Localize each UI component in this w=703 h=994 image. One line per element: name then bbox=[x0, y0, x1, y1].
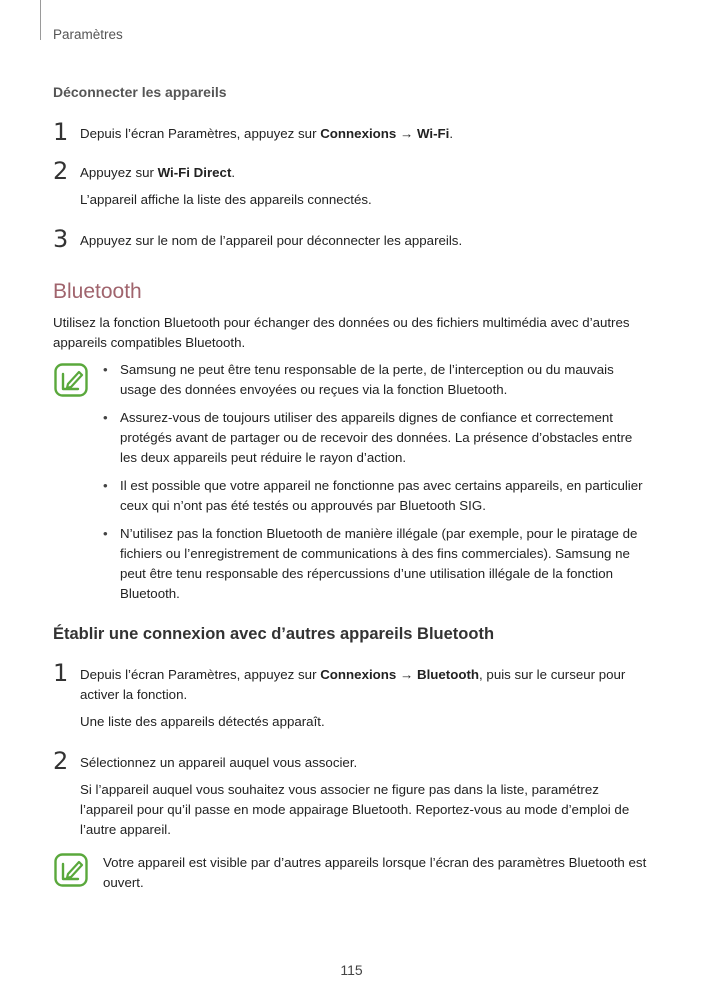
step-number: 1 bbox=[53, 659, 69, 687]
list-item: • Il est possible que votre appareil ne fonctionne pas avec certains appareils, en particulier ceux qui n’ont pas été testés ou approuvés par Bluetooth SIG. bbox=[103, 478, 643, 513]
step-text: Depuis l’écran Paramètres, appuyez sur Connexions → Bluetooth, puis sur le curseur pour activer la fonction. bbox=[80, 667, 626, 702]
bluetooth-intro: Utilisez la fonction Bluetooth pour échanger des données ou des fichiers multimédia avec d’autres appareils compatibles Bluetooth. bbox=[53, 315, 630, 350]
step-number: 2 bbox=[53, 747, 69, 775]
bullet: • bbox=[103, 410, 108, 425]
step-text: Sélectionnez un appareil auquel vous associer. bbox=[80, 755, 358, 770]
bullet: • bbox=[103, 526, 108, 541]
list-item: • Samsung ne peut être tenu responsable de la perte, de l’interception ou du mauvais usage des données envoyées ou reçues via la fonction Bluetooth. bbox=[103, 362, 614, 397]
list-item: • N’utilisez pas la fonction Bluetooth de manière illégale (par exemple, pour le piratage de fichiers ou l’enregistrement de communications à des fins commerciales). Samsung ne peut être tenu responsable des répercussions d’une utilisation illégale de la fonction Bluetooth. bbox=[103, 526, 638, 601]
step-number: 3 bbox=[53, 225, 69, 253]
step-text: Appuyez sur Wi-Fi Direct. bbox=[80, 165, 236, 180]
step-subtext: Si l’appareil auquel vous souhaitez vous associer ne figure pas dans la liste, paramétrez l’appareil pour qu’il passe en mode appairage Bluetooth. Reportez-vous au mode d’emploi de l’autre appareil. bbox=[80, 782, 630, 837]
step-subtext: L’appareil affiche la liste des appareils connectés. bbox=[80, 192, 372, 207]
step-text: Appuyez sur le nom de l’appareil pour déconnecter les appareils. bbox=[80, 233, 463, 248]
step-text: Depuis l’écran Paramètres, appuyez sur Connexions → Wi-Fi. bbox=[80, 126, 454, 141]
bullet: • bbox=[103, 478, 108, 493]
section-heading-bluetooth: Bluetooth bbox=[53, 280, 142, 303]
section-heading-disconnect: Déconnecter les appareils bbox=[53, 84, 227, 100]
bullet: • bbox=[103, 362, 108, 377]
header-rule bbox=[40, 0, 41, 40]
note-icon bbox=[54, 853, 88, 887]
step-number: 1 bbox=[53, 118, 69, 146]
step-subtext: Une liste des appareils détectés apparaît. bbox=[80, 714, 325, 729]
section-heading-connect: Établir une connexion avec d’autres appareils Bluetooth bbox=[53, 625, 495, 643]
note-text: Votre appareil est visible par d’autres appareils lorsque l’écran des paramètres Bluetooth est ouvert. bbox=[103, 855, 647, 890]
running-header: Paramètres bbox=[53, 27, 123, 42]
note-icon bbox=[54, 363, 88, 397]
note-list bbox=[103, 360, 651, 604]
page-number: 115 bbox=[340, 962, 363, 978]
list-item: • Assurez-vous de toujours utiliser des appareils dignes de confiance et correctement protégés avant de partager ou de recevoir des données. La présence d’obstacles entre les deux appareils peut réduire le rayon d’action. bbox=[103, 410, 633, 465]
step-number: 2 bbox=[53, 157, 69, 185]
